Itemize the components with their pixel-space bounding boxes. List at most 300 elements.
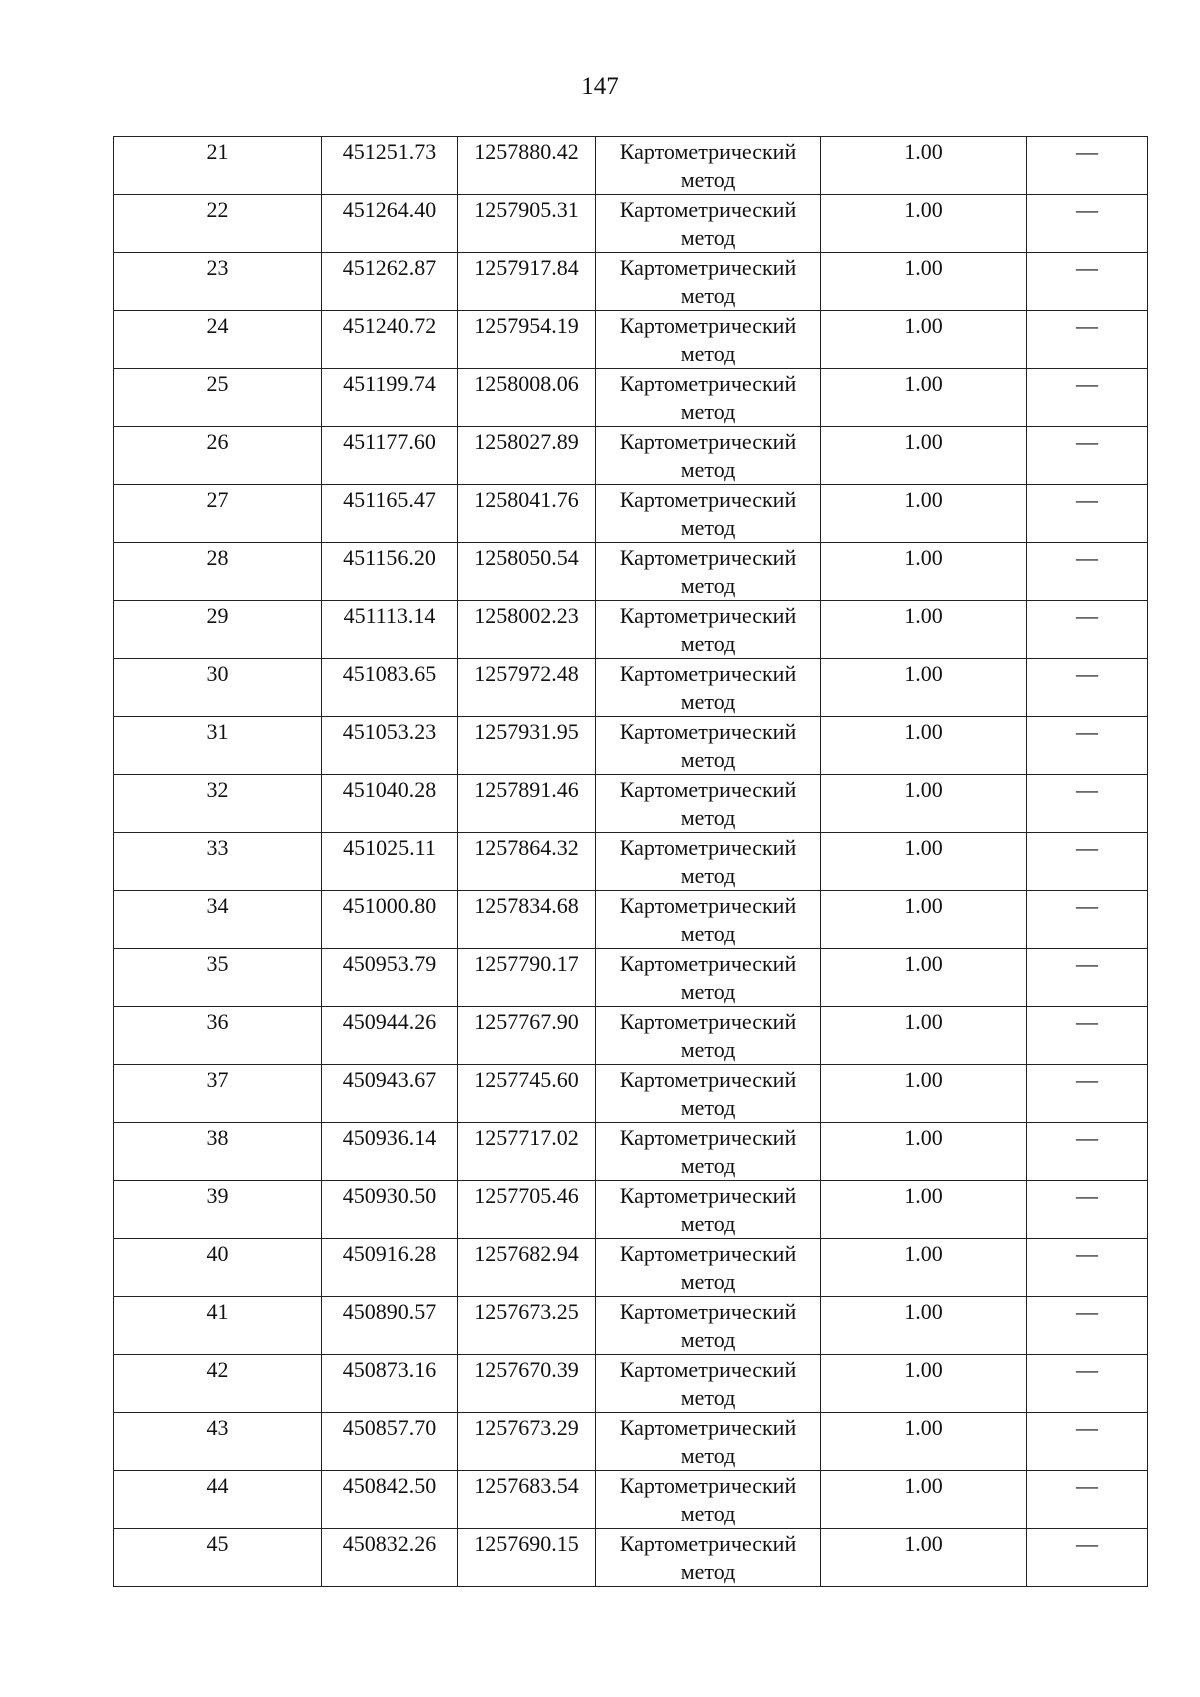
x-coordinate-cell [322,485,458,543]
y-coordinate: 1257834.68 [474,893,579,918]
table-row [114,253,1148,311]
y-coordinate: 1257673.25 [474,1299,579,1324]
description-cell [1027,427,1148,485]
accuracy-value: 1.00 [904,661,943,686]
table-row [114,485,1148,543]
x-coordinate-cell [322,427,458,485]
y-coordinate-cell [458,427,596,485]
y-coordinate-cell [458,195,596,253]
description-value: — [1076,835,1098,860]
point-number: 24 [206,313,229,338]
x-coordinate-cell [322,717,458,775]
accuracy-cell [821,543,1027,601]
method-line-1: Картометрический [619,603,797,628]
accuracy-value: 1.00 [904,197,943,222]
method-line-2: метод [680,1443,736,1468]
y-coordinate: 1257705.46 [474,1183,579,1208]
accuracy-value: 1.00 [904,1183,943,1208]
point-number: 37 [206,1067,229,1092]
accuracy-value: 1.00 [904,835,943,860]
description-cell [1027,601,1148,659]
description-cell [1027,1007,1148,1065]
x-coordinate: 451199.74 [343,371,436,396]
method-cell [596,891,821,949]
description-cell [1027,311,1148,369]
description-cell [1027,775,1148,833]
description-value: — [1076,139,1098,164]
x-coordinate: 450857.70 [342,1415,437,1440]
accuracy-value: 1.00 [904,719,943,744]
point-number: 40 [206,1241,229,1266]
table-row [114,949,1148,1007]
description-value: — [1076,777,1098,802]
point-number: 43 [206,1415,229,1440]
table-row [114,543,1148,601]
description-value: — [1076,1183,1098,1208]
y-coordinate: 1257880.42 [474,139,579,164]
method-line-2: метод [680,805,736,830]
description-value: — [1076,603,1098,628]
y-coordinate-cell [458,891,596,949]
description-cell [1027,369,1148,427]
y-coordinate-cell [458,1355,596,1413]
y-coordinate: 1258050.54 [474,545,579,570]
y-coordinate: 1257690.15 [474,1531,579,1556]
method-line-1: Картометрический [619,1299,797,1324]
accuracy-cell [821,775,1027,833]
method-line-1: Картометрический [619,545,797,570]
x-coordinate: 450943.67 [342,1067,437,1092]
point-number: 34 [206,893,229,918]
y-coordinate: 1258041.76 [474,487,579,512]
description-cell [1027,1355,1148,1413]
point-number-cell [114,1413,322,1471]
accuracy-cell [821,1239,1027,1297]
y-coordinate-cell [458,1181,596,1239]
point-number-cell [114,485,322,543]
point-number: 45 [206,1531,229,1556]
description-value: — [1076,719,1098,744]
point-number-cell [114,1529,322,1587]
point-number-cell [114,1297,322,1355]
description-cell [1027,891,1148,949]
description-value: — [1076,429,1098,454]
accuracy-cell [821,833,1027,891]
method-cell [596,137,821,195]
description-cell [1027,1529,1148,1587]
x-coordinate-cell [322,311,458,369]
accuracy-value: 1.00 [904,429,943,454]
accuracy-cell [821,311,1027,369]
x-coordinate: 451053.23 [342,719,437,744]
accuracy-cell [821,891,1027,949]
method-line-2: метод [680,631,736,656]
x-coordinate-cell [322,1413,458,1471]
point-number: 35 [206,951,229,976]
x-coordinate: 450944.26 [342,1009,437,1034]
point-number: 21 [206,139,229,164]
table-row [114,137,1148,195]
x-coordinate: 451262.87 [342,255,437,280]
table-row [114,1529,1148,1587]
y-coordinate-cell [458,717,596,775]
y-coordinate-cell [458,543,596,601]
y-coordinate: 1257790.17 [474,951,579,976]
method-line-1: Картометрический [619,139,797,164]
point-number-cell [114,543,322,601]
method-line-2: метод [680,167,736,192]
table-row [114,1413,1148,1471]
description-value: — [1076,1241,1098,1266]
x-coordinate: 450890.57 [342,1299,437,1324]
table-row [114,601,1148,659]
table-row [114,311,1148,369]
y-coordinate: 1257931.95 [474,719,579,744]
x-coordinate-cell [322,833,458,891]
method-cell [596,1297,821,1355]
y-coordinate: 1257905.31 [474,197,579,222]
table-row [114,775,1148,833]
method-line-1: Картометрический [619,661,797,686]
accuracy-cell [821,253,1027,311]
accuracy-value: 1.00 [904,313,943,338]
x-coordinate-cell [322,1355,458,1413]
point-number-cell [114,195,322,253]
x-coordinate-cell [322,1471,458,1529]
method-line-2: метод [680,457,736,482]
method-cell [596,1471,821,1529]
description-value: — [1076,545,1098,570]
method-cell [596,543,821,601]
x-coordinate: 450953.79 [342,951,437,976]
x-coordinate: 451251.73 [342,139,437,164]
y-coordinate: 1257864.32 [474,835,579,860]
table-row [114,427,1148,485]
y-coordinate-cell [458,659,596,717]
description-value: — [1076,1067,1098,1092]
method-cell [596,1007,821,1065]
x-coordinate: 450832.26 [342,1531,437,1556]
method-cell [596,1123,821,1181]
accuracy-value: 1.00 [904,371,943,396]
method-line-2: метод [680,921,736,946]
description-cell [1027,833,1148,891]
method-line-2: метод [680,747,736,772]
x-coordinate: 451000.80 [342,893,437,918]
point-number-cell [114,137,322,195]
x-coordinate: 451264.40 [342,197,437,222]
y-coordinate-cell [458,1007,596,1065]
y-coordinate: 1257670.39 [474,1357,579,1382]
method-line-2: метод [680,399,736,424]
description-cell [1027,949,1148,1007]
description-value: — [1076,893,1098,918]
method-line-1: Картометрический [619,1183,797,1208]
x-coordinate: 451177.60 [343,429,436,454]
y-coordinate-cell [458,1239,596,1297]
method-line-2: метод [680,573,736,598]
accuracy-value: 1.00 [904,603,943,628]
y-coordinate: 1257745.60 [474,1067,579,1092]
point-number: 23 [206,255,229,280]
x-coordinate: 450873.16 [342,1357,437,1382]
x-coordinate-cell [322,949,458,1007]
accuracy-value: 1.00 [904,1415,943,1440]
method-line-2: метод [680,863,736,888]
description-value: — [1076,197,1098,222]
description-cell [1027,1413,1148,1471]
accuracy-value: 1.00 [904,1125,943,1150]
accuracy-cell [821,601,1027,659]
method-line-1: Картометрический [619,255,797,280]
accuracy-cell [821,485,1027,543]
y-coordinate-cell [458,485,596,543]
accuracy-value: 1.00 [904,139,943,164]
method-line-1: Картометрический [619,1067,797,1092]
accuracy-cell [821,1297,1027,1355]
x-coordinate-cell [322,543,458,601]
point-number-cell [114,1355,322,1413]
accuracy-cell [821,717,1027,775]
method-cell [596,1355,821,1413]
method-line-1: Картометрический [619,1125,797,1150]
point-number-cell [114,891,322,949]
method-line-2: метод [680,1327,736,1352]
accuracy-value: 1.00 [904,255,943,280]
accuracy-value: 1.00 [904,1473,943,1498]
point-number: 25 [206,371,229,396]
description-cell [1027,137,1148,195]
accuracy-cell [821,659,1027,717]
point-number: 31 [206,719,229,744]
method-cell [596,311,821,369]
point-number-cell [114,1181,322,1239]
method-cell [596,717,821,775]
point-number-cell [114,659,322,717]
table-row [114,717,1148,775]
description-value: — [1076,1531,1098,1556]
point-number-cell [114,311,322,369]
y-coordinate-cell [458,311,596,369]
method-line-1: Картометрический [619,1357,797,1382]
accuracy-value: 1.00 [904,487,943,512]
y-coordinate: 1257917.84 [474,255,579,280]
method-line-2: метод [680,515,736,540]
x-coordinate: 451156.20 [343,545,436,570]
table-row [114,1007,1148,1065]
description-cell [1027,543,1148,601]
description-cell [1027,1471,1148,1529]
table-row [114,1239,1148,1297]
point-number-cell [114,1123,322,1181]
method-cell [596,775,821,833]
method-line-1: Картометрический [619,487,797,512]
point-number: 27 [206,487,229,512]
point-number-cell [114,717,322,775]
table-row [114,1181,1148,1239]
method-line-1: Картометрический [619,1473,797,1498]
description-value: — [1076,661,1098,686]
description-cell [1027,659,1148,717]
x-coordinate: 450916.28 [342,1241,437,1266]
accuracy-cell [821,1181,1027,1239]
description-cell [1027,1297,1148,1355]
point-number: 36 [206,1009,229,1034]
method-line-2: метод [680,1269,736,1294]
x-coordinate-cell [322,1181,458,1239]
point-number-cell [114,1007,322,1065]
accuracy-cell [821,949,1027,1007]
y-coordinate: 1258008.06 [474,371,579,396]
method-cell [596,427,821,485]
x-coordinate-cell [322,891,458,949]
description-value: — [1076,1415,1098,1440]
x-coordinate: 450930.50 [342,1183,437,1208]
y-coordinate: 1257954.19 [474,313,579,338]
description-cell [1027,253,1148,311]
description-value: — [1076,1299,1098,1324]
x-coordinate: 451025.11 [343,835,436,860]
point-number: 22 [206,197,229,222]
accuracy-cell [821,1123,1027,1181]
point-number-cell [114,833,322,891]
y-coordinate: 1258002.23 [474,603,579,628]
point-number: 32 [206,777,229,802]
method-line-1: Картометрический [619,835,797,860]
method-cell [596,485,821,543]
y-coordinate-cell [458,949,596,1007]
point-number: 44 [206,1473,229,1498]
method-line-2: метод [680,1501,736,1526]
table-row [114,1471,1148,1529]
description-cell [1027,717,1148,775]
accuracy-cell [821,1007,1027,1065]
method-cell [596,949,821,1007]
x-coordinate-cell [322,253,458,311]
point-number-cell [114,1065,322,1123]
accuracy-value: 1.00 [904,1067,943,1092]
x-coordinate: 450936.14 [342,1125,437,1150]
x-coordinate-cell [322,195,458,253]
accuracy-value: 1.00 [904,1299,943,1324]
table-row [114,659,1148,717]
y-coordinate-cell [458,253,596,311]
method-line-1: Картометрический [619,1009,797,1034]
accuracy-cell [821,1355,1027,1413]
description-value: — [1076,371,1098,396]
method-line-1: Картометрический [619,1415,797,1440]
method-line-2: метод [680,689,736,714]
point-number: 38 [206,1125,229,1150]
description-value: — [1076,313,1098,338]
y-coordinate: 1257717.02 [474,1125,579,1150]
point-number-cell [114,1471,322,1529]
accuracy-cell [821,1471,1027,1529]
description-value: — [1076,487,1098,512]
description-cell [1027,1123,1148,1181]
method-line-1: Картометрический [619,777,797,802]
method-line-2: метод [680,283,736,308]
x-coordinate: 451113.14 [343,603,436,628]
description-value: — [1076,1357,1098,1382]
method-cell [596,1529,821,1587]
accuracy-value: 1.00 [904,893,943,918]
y-coordinate-cell [458,1529,596,1587]
point-number: 28 [206,545,229,570]
method-cell [596,253,821,311]
table-row [114,1123,1148,1181]
accuracy-cell [821,427,1027,485]
y-coordinate: 1257767.90 [474,1009,579,1034]
method-cell [596,833,821,891]
y-coordinate: 1257682.94 [474,1241,579,1266]
point-number: 39 [206,1183,229,1208]
y-coordinate: 1257972.48 [474,661,579,686]
accuracy-value: 1.00 [904,1531,943,1556]
accuracy-cell [821,369,1027,427]
method-line-2: метод [680,1559,736,1584]
point-number: 42 [206,1357,229,1382]
accuracy-value: 1.00 [904,1357,943,1382]
method-line-1: Картометрический [619,313,797,338]
point-number-cell [114,1239,322,1297]
x-coordinate: 451165.47 [343,487,436,512]
x-coordinate-cell [322,659,458,717]
y-coordinate-cell [458,833,596,891]
method-line-2: метод [680,1385,736,1410]
y-coordinate-cell [458,775,596,833]
accuracy-value: 1.00 [904,545,943,570]
method-line-2: метод [680,979,736,1004]
description-cell [1027,195,1148,253]
description-cell [1027,1181,1148,1239]
x-coordinate-cell [322,1007,458,1065]
method-line-1: Картометрический [619,951,797,976]
y-coordinate-cell [458,1065,596,1123]
x-coordinate: 451083.65 [342,661,437,686]
table-row [114,369,1148,427]
method-line-1: Картометрический [619,893,797,918]
accuracy-cell [821,137,1027,195]
method-line-1: Картометрический [619,371,797,396]
accuracy-value: 1.00 [904,951,943,976]
table-body [114,137,1148,1587]
method-line-1: Картометрический [619,1531,797,1556]
point-number-cell [114,427,322,485]
method-cell [596,659,821,717]
y-coordinate-cell [458,1413,596,1471]
method-line-2: метод [680,1037,736,1062]
x-coordinate-cell [322,137,458,195]
x-coordinate-cell [322,1123,458,1181]
y-coordinate: 1257891.46 [474,777,579,802]
point-number-cell [114,775,322,833]
point-number-cell [114,949,322,1007]
method-cell [596,1065,821,1123]
y-coordinate-cell [458,1297,596,1355]
description-value: — [1076,951,1098,976]
y-coordinate-cell [458,369,596,427]
point-number: 41 [206,1299,229,1324]
method-line-1: Картометрический [619,719,797,744]
method-line-2: метод [680,1153,736,1178]
y-coordinate: 1257673.29 [474,1415,579,1440]
table-row [114,1065,1148,1123]
accuracy-cell [821,1065,1027,1123]
x-coordinate-cell [322,1297,458,1355]
method-cell [596,1413,821,1471]
y-coordinate-cell [458,601,596,659]
